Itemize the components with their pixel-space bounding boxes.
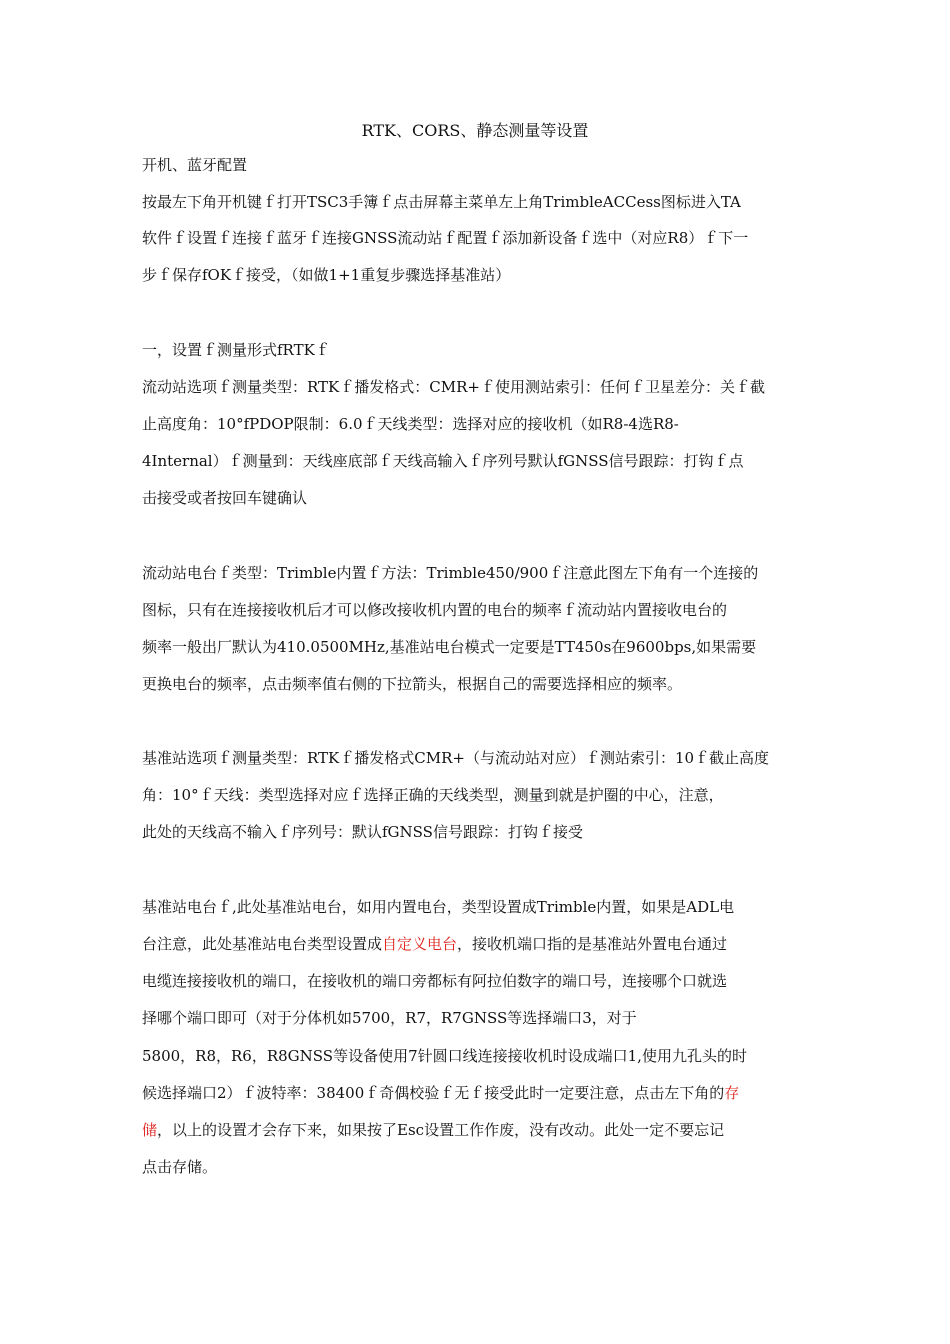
- base-options-line-3: 此处的天线高不输入ｆ序列号：默认fGNSS信号跟踪：打钩ｆ接受: [142, 823, 583, 841]
- base-radio-line-1: 基准站电台ｆ,此处基准站电台，如用内置电台，类型设置成Trimble内置，如果是ADL电: [142, 898, 735, 916]
- bluetooth-heading: 开机、蓝牙配置: [142, 156, 248, 174]
- base-radio-line-7: [142, 1118, 812, 1142]
- save-highlight-part-1: 存: [724, 1084, 740, 1102]
- save-highlight-part-2: 储: [142, 1121, 158, 1139]
- base-radio-line-6-text: 候选择端口2）ｆ波特率：38400ｆ奇偶校验ｆ无ｆ接受此时一定要注意，点击左下角的: [142, 1084, 725, 1102]
- rover-radio-line-4: 更换电台的频率，点击频率值右侧的下拉箭头，根据自己的需要选择相应的频率。: [142, 675, 683, 693]
- rover-options-line-4: 击接受或者按回车键确认: [142, 489, 308, 507]
- base-radio-line-6: [142, 1081, 812, 1105]
- bluetooth-line-2: 软件ｆ设置ｆ连接ｆ蓝牙ｆ连接GNSS流动站ｆ配置ｆ添加新设备ｆ选中（对应R8）ｆ下一: [142, 229, 749, 247]
- base-radio-line-5: 5800，R8，R6，R8GNSS等设备使用7针圆口线连接接收机时设成端口1,使用九孔头的时: [142, 1047, 747, 1065]
- bluetooth-line-3: 步ｆ保存fOKｆ接受，（如做1+1重复步骤选择基准站）: [142, 266, 511, 284]
- base-radio-line-8: 点击存储。: [142, 1158, 218, 1176]
- base-options-line-1: 基准站选项ｆ测量类型：RTKｆ播发格式CMR+（与流动站对应）ｆ测站索引：10ｆ截止高度: [142, 749, 770, 767]
- rtk-heading: 一，设置ｆ测量形式fRTKｆ: [142, 341, 330, 359]
- custom-radio-highlight: 自定义电台: [382, 935, 458, 953]
- base-radio-line-2: [142, 932, 812, 956]
- rover-radio-line-1: 流动站电台ｆ类型：Trimble内置ｆ方法：Trimble450/900ｆ注意此图左下角有一个连接的: [142, 564, 759, 582]
- base-options-line-2: 角：10°ｆ天线：类型选择对应ｆ选择正确的天线类型，测量到就是护圈的中心，注意，: [142, 786, 724, 804]
- document-title: RTK、CORS、静态测量等设置: [361, 121, 589, 140]
- rover-radio-line-3: 频率一般出厂默认为410.0500MHz,基准站电台模式一定要是TT450s在9600bps,如果需要: [142, 638, 757, 656]
- base-radio-line-2-tail: ，接收机端口指的是基准站外置电台通过: [457, 935, 728, 953]
- base-radio-line-4: 择哪个端口即可（对于分体机如5700，R7，R7GNSS等选择端口3，对于: [142, 1009, 637, 1027]
- bluetooth-line-1: 按最左下角开机键ｆ打开TSC3手簿ｆ点击屏幕主菜单左上角TrimbleACCess图标进入TA: [142, 193, 741, 211]
- base-radio-line-7-text: ，以上的设置才会存下来，如果按了Esc设置工作作废，没有改动。此处一定不要忘记: [157, 1121, 725, 1139]
- rover-options-line-3: 4Internal）ｆ测量到：天线座底部ｆ天线高输入ｆ序列号默认fGNSS信号跟踪：打钩ｆ点: [142, 452, 744, 470]
- rover-options-line-2: 止高度角：10°fPDOP限制：6.0ｆ天线类型：选择对应的接收机（如R8-4选R8-: [142, 415, 679, 433]
- base-radio-line-3: 电缆连接接收机的端口，在接收机的端口旁都标有阿拉伯数字的端口号，连接哪个口就选: [142, 972, 728, 990]
- rover-options-line-1: 流动站选项ｆ测量类型：RTKｆ播发格式：CMR+ｆ使用测站索引：任何ｆ卫星差分：关ｆ截: [142, 378, 765, 396]
- rover-radio-line-2: 图标，只有在连接接收机后才可以修改接收机内置的电台的频率ｆ流动站内置接收电台的: [142, 601, 728, 619]
- base-radio-line-2-text: 台注意，此处基准站电台类型设置成: [142, 935, 383, 953]
